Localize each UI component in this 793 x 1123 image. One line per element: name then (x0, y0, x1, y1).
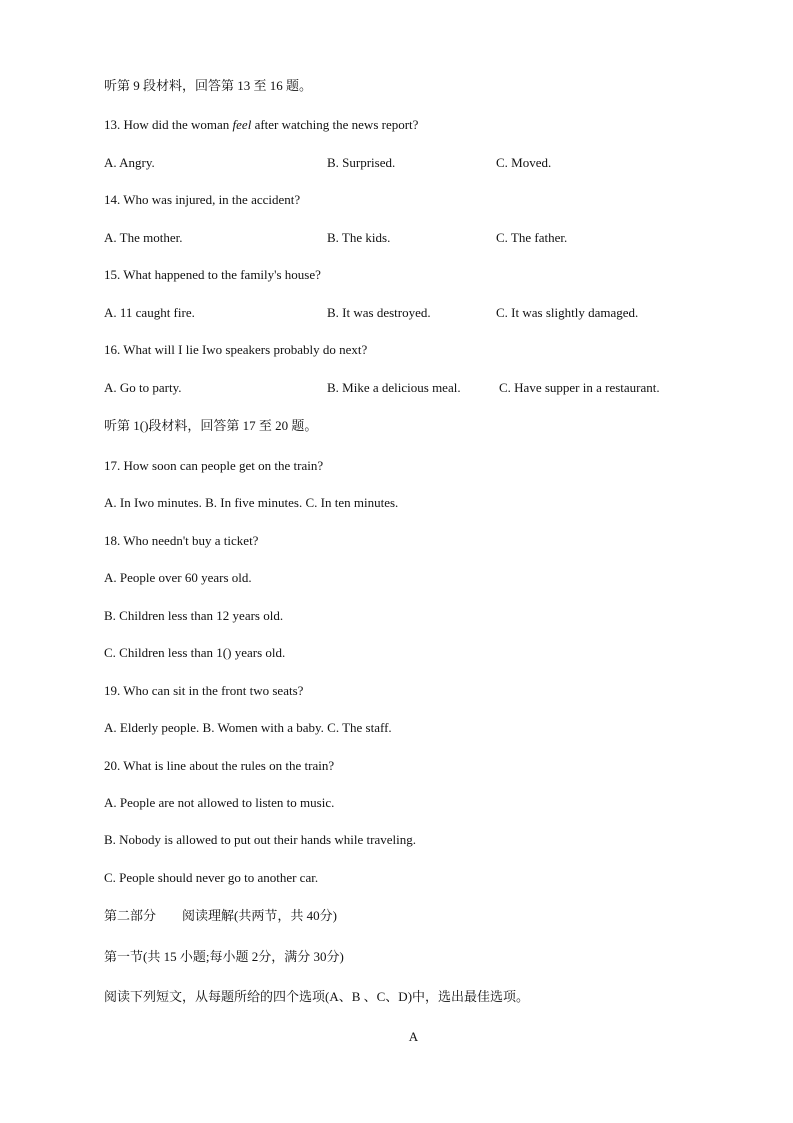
option-20b: B. Nobody is allowed to put out their hands while traveling. (104, 832, 416, 847)
question-13-text-post: after watching the news report? (251, 117, 419, 132)
question-15: 15. What happened to the family's house? (104, 267, 321, 282)
option-20c: C. People should never go to another car. (104, 870, 319, 885)
option-14c: C. The father. (496, 230, 568, 245)
option-14a: A. The mother. (104, 230, 183, 245)
question-13-text-italic: feel (232, 117, 252, 132)
options-19: A. Elderly people. B. Women with a baby. C. The staff. (104, 720, 392, 735)
passage-label: A (408, 1029, 419, 1044)
option-14b: B. The kids. (327, 230, 391, 245)
options-17: A. In Iwo minutes. B. In five minutes. C. In ten minutes. (104, 495, 399, 510)
option-16b: B. Mike a delicious meal. (327, 380, 461, 395)
option-15a: A. 11 caught fire. (104, 305, 195, 320)
option-18b: B. Children less than 12 years old. (104, 608, 284, 623)
question-17: 17. How soon can people get on the train? (104, 458, 324, 473)
option-18c: C. Children less than 1() years old. (104, 645, 286, 660)
question-16: 16. What will I lie Iwo speakers probably do next? (104, 342, 368, 357)
reading-instruction: 阅读下列短文，从每题所给的四个选项(A、B 、C、D)中，选出最佳选项。 (104, 989, 530, 1004)
question-14: 14. Who was injured, in the accident? (104, 192, 301, 207)
option-13a: A. Angry. (104, 155, 155, 170)
section-1-heading: 第一节(共 15 小题;每小题 2分，满分 30分) (104, 949, 344, 964)
question-18: 18. Who needn't buy a ticket? (104, 533, 259, 548)
option-18a: A. People over 60 years old. (104, 570, 252, 585)
option-16c: C. Have supper in a restaurant. (499, 380, 660, 395)
question-13 (104, 117, 418, 133)
option-15b: B. It was destroyed. (327, 305, 431, 320)
option-20a: A. People are not allowed to listen to music. (104, 795, 335, 810)
section-heading-10: 听第 1()段材料，回答第 17 至 20 题。 (104, 418, 318, 433)
option-16a: A. Go to party. (104, 380, 182, 395)
part-2-heading: 第二部分 阅读理解(共两节，共 40分) (104, 908, 337, 923)
question-13-text-pre: 13. How did the woman (104, 117, 233, 132)
question-20: 20. What is line about the rules on the train? (104, 758, 335, 773)
section-heading-9: 听第 9 段材料，回答第 13 至 16 题。 (104, 78, 313, 93)
question-19: 19. Who can sit in the front two seats? (104, 683, 304, 698)
option-15c: C. It was slightly damaged. (496, 305, 639, 320)
option-13c: C. Moved. (496, 155, 552, 170)
option-13b: B. Surprised. (327, 155, 396, 170)
